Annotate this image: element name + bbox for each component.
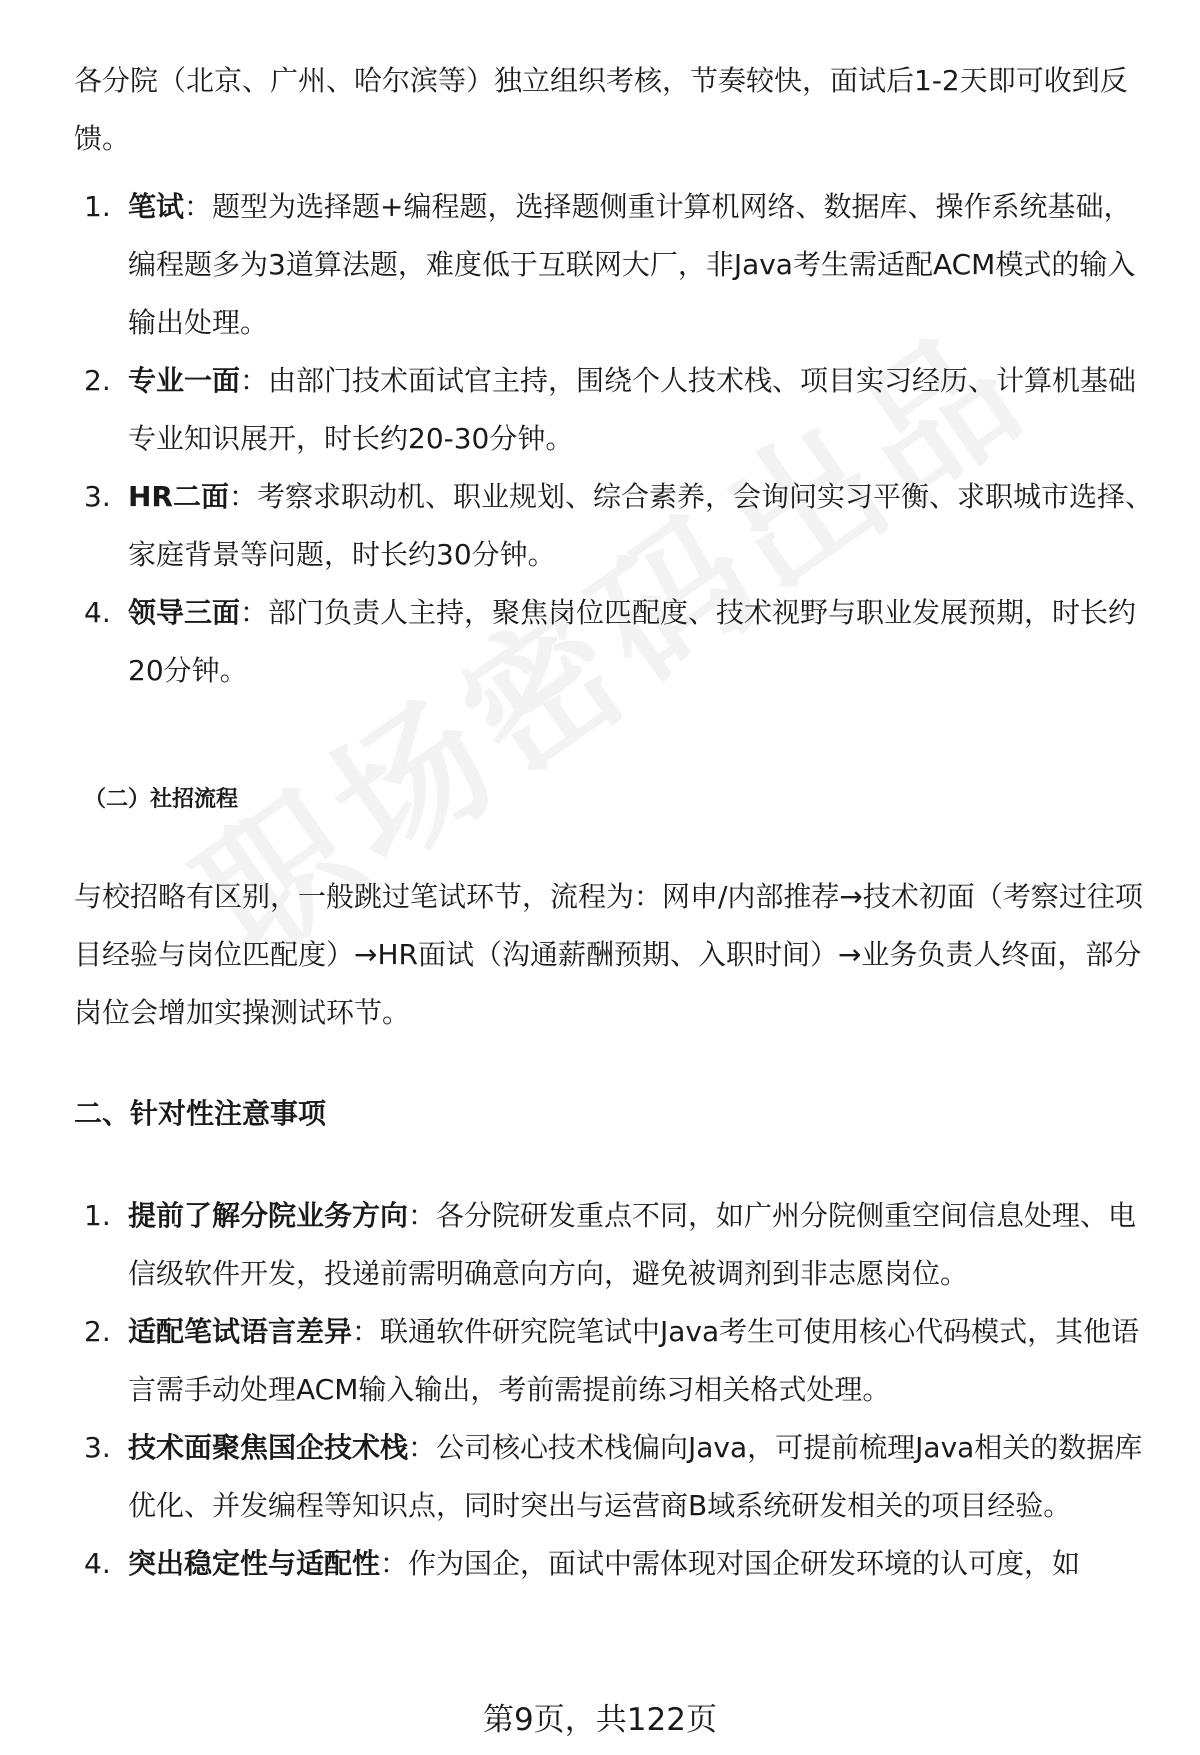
list-text: ：作为国企，面试中需体现对国企研发环境的认可度，如 xyxy=(380,1547,1081,1580)
list-item xyxy=(0,352,1158,468)
list-number: 2. xyxy=(84,364,111,397)
list-number: 3. xyxy=(84,1431,111,1464)
list-text: ：题型为选择题+编程题，选择题侧重计算机网络、数据库、操作系统基础，编程题多为3道算法题，难度低于互联网大厂，非Java考生需适配ACM模式的输入输出处理。 xyxy=(128,190,1136,339)
intro-paragraph: 各分院（北京、广州、哈尔滨等）独立组织考核，节奏较快，面试后1-2天即可收到反馈。 xyxy=(74,64,1128,155)
list-term: 笔试 xyxy=(128,190,185,223)
list-number: 1. xyxy=(84,1199,111,1232)
list-number: 4. xyxy=(84,1547,111,1580)
list-text: ：联通软件研究院笔试中Java考生可使用核心代码模式，其他语言需手动处理ACM输入输出，考前需提前练习相关格式处理。 xyxy=(128,1315,1140,1406)
list-term: 领导三面 xyxy=(128,596,241,629)
list-number: 4. xyxy=(84,596,111,629)
section-heading: 二、针对性注意事项 xyxy=(74,1097,327,1130)
list-text: ：部门负责人主持，聚焦岗位匹配度、技术视野与职业发展预期，时长约20分钟。 xyxy=(128,596,1137,687)
list-item xyxy=(0,1187,1158,1303)
list-text: ：公司核心技术栈偏向Java，可提前梳理Java相关的数据库优化、并发编程等知识点，同时突出与运营商B域系统研发相关的项目经验。 xyxy=(128,1431,1143,1522)
list-term: 适配笔试语言差异 xyxy=(128,1315,353,1348)
list-term: HR二面 xyxy=(128,480,229,513)
list-text: ：由部门技术面试官主持，围绕个人技术栈、项目实习经历、计算机基础专业知识展开，时长约20-30分钟。 xyxy=(128,364,1137,455)
list-text: ：各分院研发重点不同，如广州分院侧重空间信息处理、电信级软件开发，投递前需明确意向方向，避免被调剂到非志愿岗位。 xyxy=(128,1199,1137,1290)
list-item xyxy=(0,584,1158,700)
list-term: 技术面聚焦国企技术栈 xyxy=(128,1431,409,1464)
list-item xyxy=(0,178,1158,352)
list-text: ：考察求职动机、职业规划、综合素养，会询问实习平衡、求职城市选择、家庭背景等问题，时长约30分钟。 xyxy=(128,480,1154,571)
list-number: 2. xyxy=(84,1315,111,1348)
list-term: 突出稳定性与适配性 xyxy=(128,1547,381,1580)
list-item xyxy=(0,1419,1158,1535)
list-item xyxy=(0,1303,1158,1419)
list-item xyxy=(0,468,1158,584)
campus-process-list xyxy=(0,178,1200,700)
notes-list xyxy=(0,1187,1200,1593)
social-recruit-paragraph: 与校招略有区别，一般跳过笔试环节，流程为：网申/内部推荐→技术初面（考察过往项目经验与岗位匹配度）→HR面试（沟通薪酬预期、入职时间）→业务负责人终面，部分岗位会增加实操测试环节。 xyxy=(74,880,1143,1029)
social-recruit-heading: （二）社招流程 xyxy=(84,787,239,812)
list-number: 3. xyxy=(84,480,111,513)
list-item xyxy=(0,1535,1158,1593)
page-footer: 第9页，共122页 xyxy=(483,1702,717,1738)
list-number: 1. xyxy=(84,190,111,223)
list-term: 提前了解分院业务方向 xyxy=(128,1199,409,1232)
list-term: 专业一面 xyxy=(128,364,241,397)
